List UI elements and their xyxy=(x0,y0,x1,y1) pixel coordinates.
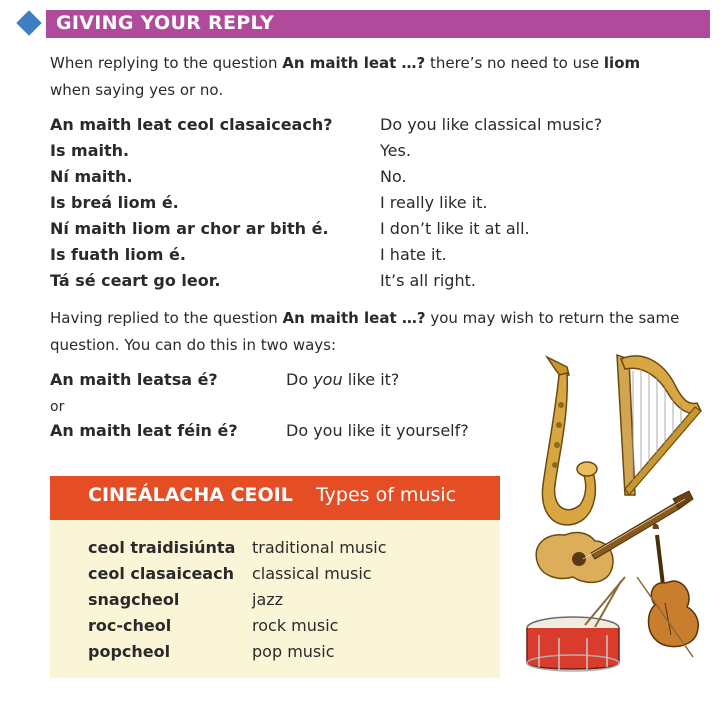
music-item-english: pop music xyxy=(252,642,335,661)
harp-icon xyxy=(617,355,701,495)
music-item-irish: ceol traidisiúnta xyxy=(88,538,236,557)
music-item-irish: ceol clasaiceach xyxy=(88,564,234,583)
phrase-english: I don’t like it at all. xyxy=(380,219,530,238)
intro-text-2: there’s no need to use xyxy=(425,54,604,72)
music-item-english: rock music xyxy=(252,616,339,635)
question-leatsa: An maith leatsa é? xyxy=(50,370,218,389)
violin-icon xyxy=(637,524,698,657)
music-item-english: classical music xyxy=(252,564,372,583)
para2-bold-question: An maith leat …? xyxy=(282,309,426,327)
instruments-illustration xyxy=(525,345,715,675)
phrase-irish: Is breá liom é. xyxy=(50,193,179,212)
phrase-irish: Is maith. xyxy=(50,141,130,160)
para2-text-1: Having replied to the question xyxy=(50,309,283,327)
music-box-header xyxy=(50,476,500,520)
phrase-english: Yes. xyxy=(380,141,411,160)
intro-bold-liom: liom xyxy=(603,54,641,72)
intro-text-3: when saying yes or no. xyxy=(50,81,224,99)
emphasis-you: you xyxy=(313,370,343,389)
phrase-english: I really like it. xyxy=(380,193,488,212)
saxophone-icon xyxy=(542,357,597,525)
section-title: GIVING YOUR REPLY xyxy=(56,12,274,34)
music-item-irish: popcheol xyxy=(88,642,171,661)
music-box-title: CINEÁLACHA CEOIL xyxy=(88,484,293,506)
music-box-subtitle: Types of music xyxy=(316,484,457,506)
para2-text-2: you may wish to return the same question. You can do this in two ways: xyxy=(50,309,680,354)
drum-icon xyxy=(527,577,625,671)
phrase-irish: Ní maith. xyxy=(50,167,133,186)
phrase-english: It’s all right. xyxy=(380,271,476,290)
answer-yourself: Do you like it yourself? xyxy=(286,421,469,440)
or-text: or xyxy=(50,399,65,415)
phrase-english: No. xyxy=(380,167,407,186)
music-item-irish: snagcheol xyxy=(88,590,180,609)
music-types-box xyxy=(50,476,500,678)
phrase-irish: Ní maith liom ar chor ar bith é. xyxy=(50,219,329,238)
phrase-irish: Is fuath liom é. xyxy=(50,245,186,264)
phrase-english: Do you like classical music? xyxy=(380,115,603,134)
phrase-english: I hate it. xyxy=(380,245,447,264)
answer-you: Do you like it? xyxy=(286,370,400,389)
intro-paragraph xyxy=(50,50,680,104)
music-item-english: traditional music xyxy=(252,538,387,557)
music-item-irish: roc-cheol xyxy=(88,616,172,635)
question-fein: An maith leat féin é? xyxy=(50,421,238,440)
intro-text-1: When replying to the question xyxy=(50,54,283,72)
header-diamond-icon xyxy=(16,10,41,35)
phrase-irish: An maith leat ceol clasaiceach? xyxy=(50,115,333,134)
guitar-icon xyxy=(536,491,693,582)
phrase-irish: Tá sé ceart go leor. xyxy=(50,271,221,290)
intro-bold-question: An maith leat …? xyxy=(282,54,426,72)
music-item-english: jazz xyxy=(252,590,284,609)
